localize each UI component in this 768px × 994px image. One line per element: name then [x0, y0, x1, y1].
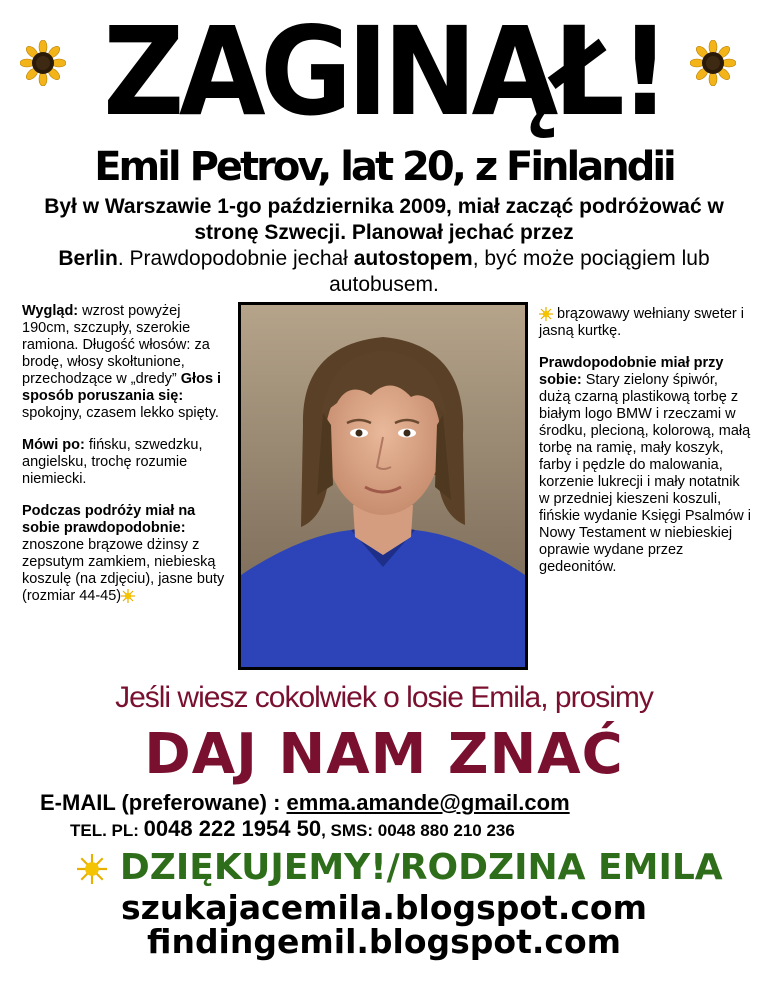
languages-paragraph [22, 437, 232, 488]
tel-label: TEL. PL: [70, 821, 144, 840]
call-to-action: DAJ NAM ZNAĆ [144, 722, 624, 787]
sun-icon [77, 854, 107, 884]
intro-emphasis: Berlin [58, 247, 118, 270]
items-label: Prawdopodobnie miał przy sobie: [539, 355, 724, 388]
intro-emphasis: autostopem [353, 247, 473, 270]
movement-label: Głos i sposób poruszania się: [22, 371, 222, 404]
clothes-continued-text: brązowawy wełniany sweter i jasną kurtkę. [539, 306, 744, 339]
intro-line: Był w Warszawie 1-go października 2009, miał zacząć podróżować w stronę Szwecji. Planował jechać przez [44, 195, 724, 244]
missing-person-photo [238, 302, 528, 670]
items-paragraph [539, 355, 753, 576]
sms-number: 0048 880 210 236 [377, 821, 515, 840]
tel-number: 0048 222 1954 50 [143, 816, 322, 841]
portrait-image [241, 305, 525, 667]
plea-text: Jeśli wiesz cokolwiek o losie Emila, prosimy [115, 681, 653, 714]
intro-text: . Prawdopodobnie jechał [117, 247, 354, 270]
sunflower-icon [20, 40, 66, 86]
sun-icon [539, 307, 553, 321]
sms-label: , SMS: [321, 821, 378, 840]
intro-line [30, 246, 738, 298]
poster-subtitle: Emil Petrov, lat 20, z Finlandii [94, 144, 674, 190]
clothes-text: znoszone brązowe dżinsy z zepsutym zamkiem, niebieską koszulę (na zdjęciu), jasne buty (rozmiar 44-45) [22, 537, 225, 604]
clothes-paragraph [22, 503, 232, 605]
appearance-label: Wygląd: [22, 303, 79, 319]
right-column [539, 306, 753, 591]
languages-text: fińsku, szwedzku, angielsku, trochę rozumie niemiecki. [22, 437, 203, 487]
email-link[interactable]: emma.amande@gmail.com [286, 790, 570, 815]
poster-title: ZAGINĄŁ! [102, 1, 666, 143]
items-text: Stary zielony śpiwór, dużą czarną plastikową torbę z białym logo BMW i rzeczami w środku, plecioną, kolorową, małą torbę na ramię, mały koszyk, farby i pędzle do malowania, korzenie lukrecji i mały notatnik w przedniej kieszeni koszuli, fińskie wydanie Księgi Psalmów i Nowy Testament w niebieskiej oprawie wydane przez gedeonitów. [539, 372, 751, 575]
email-line [40, 790, 740, 816]
left-column [22, 303, 232, 620]
appearance-paragraph [22, 303, 232, 422]
intro-paragraph [30, 194, 738, 298]
clothes-label: Podczas podróży miał na sobie prawdopodobnie: [22, 503, 196, 536]
phone-line [70, 817, 750, 843]
appearance-text: wzrost powyżej 190cm, szczupły, szerokie ramiona. Długość włosów: za brodę, włosy skołtunione, przechodzące w „dredy” [22, 303, 210, 387]
blog-link-english[interactable]: findingemil.blogspot.com [146, 922, 622, 961]
email-label: E-MAIL (preferowane) : [40, 790, 287, 815]
languages-label: Mówi po: [22, 437, 85, 453]
sun-icon [121, 589, 135, 603]
intro-text: , być może pociągiem lub autobusem. [329, 247, 710, 296]
sunflower-icon [690, 40, 736, 86]
blog-link-polish[interactable]: szukajacemila.blogspot.com [121, 888, 647, 927]
thanks-text: DZIĘKUJEMY!/RODZINA EMILA [119, 847, 723, 888]
thanks-line [50, 844, 750, 892]
movement-text: spokojny, czasem lekko spięty. [22, 405, 219, 421]
clothes-continued-paragraph [539, 306, 753, 340]
